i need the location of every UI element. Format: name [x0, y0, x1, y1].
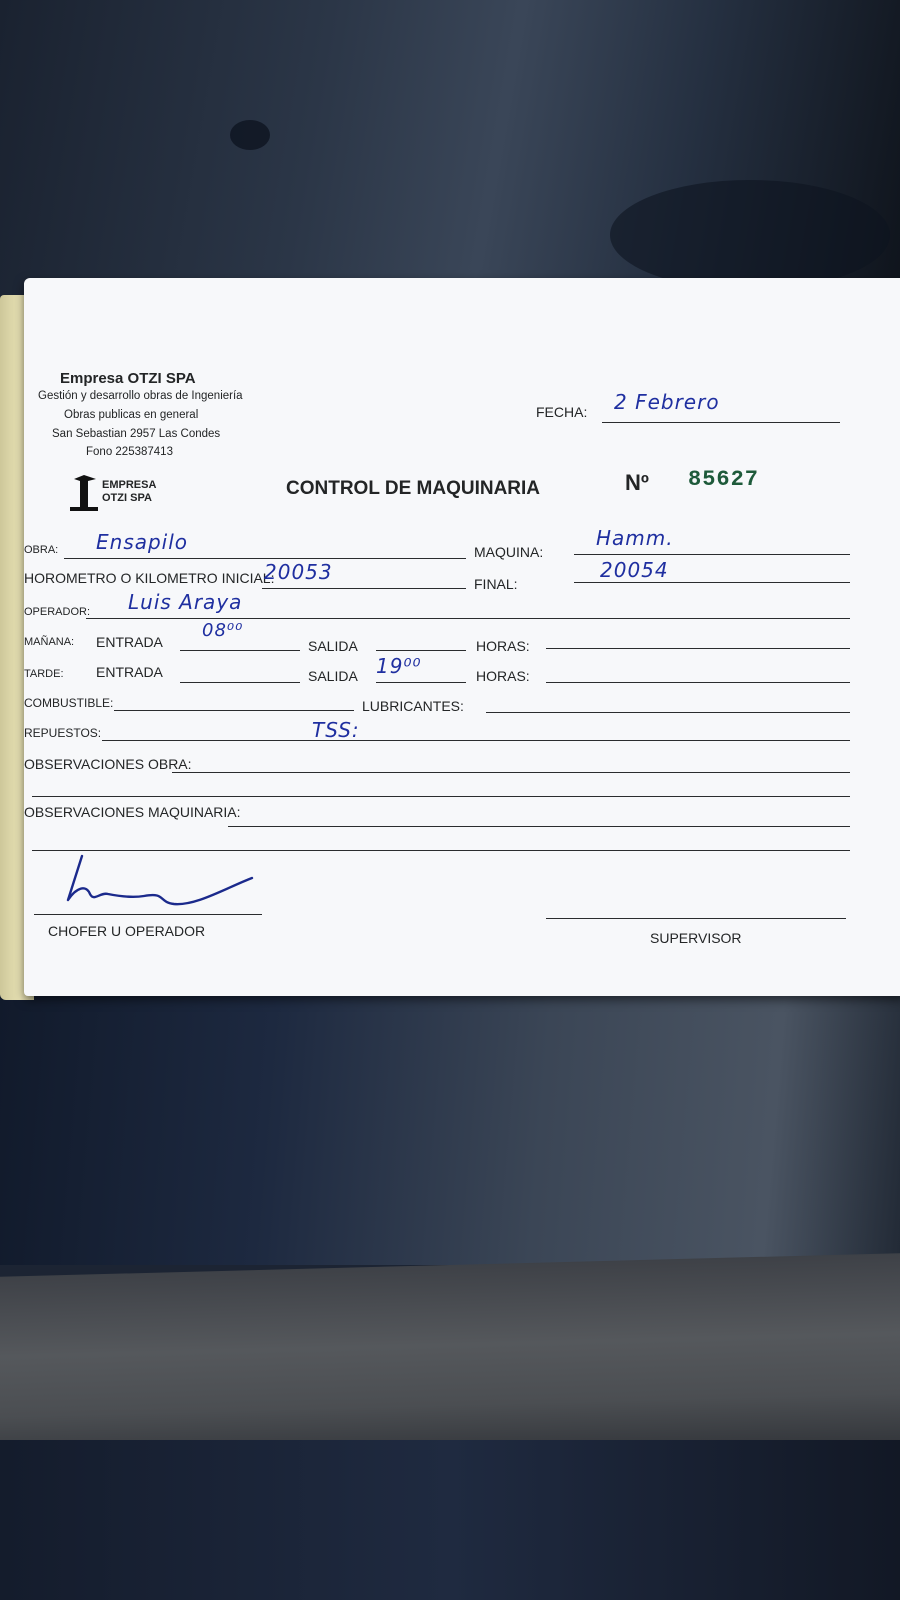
lubricantes-line: [486, 712, 850, 713]
repuestos-label: REPUESTOS:: [24, 726, 102, 740]
obs-maquinaria-label: OBSERVACIONES MAQUINARIA:: [24, 804, 241, 820]
form-title: CONTROL DE MAQUINARIA: [286, 478, 541, 499]
repuestos-value[interactable]: TSS:: [312, 718, 360, 742]
combustible-line: [114, 710, 354, 711]
background-fabric-middle: [0, 985, 900, 1265]
company-name: Empresa OTZI SPA: [60, 370, 196, 387]
fabric-stain: [230, 120, 270, 150]
chofer-line: [34, 914, 262, 915]
operador-label: OPERADOR:: [24, 606, 91, 618]
company-line-3: San Sebastian 2957 Las Condes: [52, 428, 221, 440]
final-label: FINAL:: [474, 576, 518, 592]
obs-obra-line-2: [32, 796, 850, 797]
manana-entrada-value[interactable]: 08⁰⁰: [202, 620, 244, 641]
manana-horas-line: [546, 648, 850, 649]
obs-maquinaria-line-1: [228, 826, 850, 827]
horometro-label: HOROMETRO O KILOMETRO INICIAL:: [24, 570, 275, 586]
fecha-line: [602, 422, 840, 423]
lubricantes-label: LUBRICANTES:: [362, 698, 464, 714]
manana-entrada-label: ENTRADA: [96, 634, 163, 650]
company-line-4: Fono 225387413: [86, 446, 173, 458]
tarde-entrada-label: ENTRADA: [96, 664, 163, 680]
manana-label: MAÑANA:: [24, 636, 75, 648]
obra-value[interactable]: Ensapilo: [96, 530, 189, 554]
obs-obra-line-1: [172, 772, 850, 773]
tarde-salida-label: SALIDA: [308, 668, 358, 684]
tarde-horas-line: [546, 682, 850, 683]
manana-salida-line: [376, 650, 466, 651]
operador-line: [86, 618, 850, 619]
logo-text-line-1: EMPRESA: [102, 479, 157, 491]
company-line-1: Gestión y desarrollo obras de Ingeniería: [38, 390, 243, 402]
manana-salida-label: SALIDA: [308, 638, 358, 654]
operator-signature: [46, 848, 266, 918]
company-logo: [68, 473, 168, 513]
fecha-label: FECHA:: [536, 404, 588, 420]
horometro-value[interactable]: 20053: [264, 560, 333, 584]
form-number: 85627: [688, 467, 760, 492]
maquina-label: MAQUINA:: [474, 544, 544, 560]
logo-mark-icon: [68, 473, 102, 513]
operador-value[interactable]: Luis Araya: [128, 590, 243, 614]
tarde-horas-label: HORAS:: [476, 668, 530, 684]
chofer-label: CHOFER U OPERADOR: [48, 923, 206, 939]
obra-label: OBRA:: [24, 544, 59, 556]
manana-horas-label: HORAS:: [476, 638, 530, 654]
combustible-label: COMBUSTIBLE:: [24, 696, 114, 710]
maquina-line: [574, 554, 850, 555]
obra-line: [64, 558, 466, 559]
final-line: [574, 582, 850, 583]
form-number-label: Nº: [625, 470, 649, 495]
logo-text-line-2: OTZI SPA: [102, 492, 152, 504]
machinery-control-form: [24, 278, 900, 996]
supervisor-label: SUPERVISOR: [650, 930, 742, 946]
company-line-2: Obras publicas en general: [64, 409, 199, 421]
tarde-salida-line: [376, 682, 466, 683]
horometro-line: [262, 588, 466, 589]
maquina-value[interactable]: Hamm.: [596, 526, 674, 550]
fabric-shadow: [610, 180, 890, 290]
tarde-salida-value[interactable]: 19⁰⁰: [376, 654, 422, 678]
fecha-value[interactable]: 2 Febrero: [614, 390, 720, 414]
background-fabric-bottom: [0, 1440, 900, 1600]
supervisor-line: [546, 918, 846, 919]
final-value[interactable]: 20054: [600, 558, 669, 582]
logo-text: [102, 479, 156, 505]
tarde-label: TARDE:: [24, 668, 64, 680]
manana-entrada-line: [180, 650, 300, 651]
tarde-entrada-line: [180, 682, 300, 683]
obs-obra-label: OBSERVACIONES OBRA:: [24, 756, 192, 772]
repuestos-line: [102, 740, 850, 741]
